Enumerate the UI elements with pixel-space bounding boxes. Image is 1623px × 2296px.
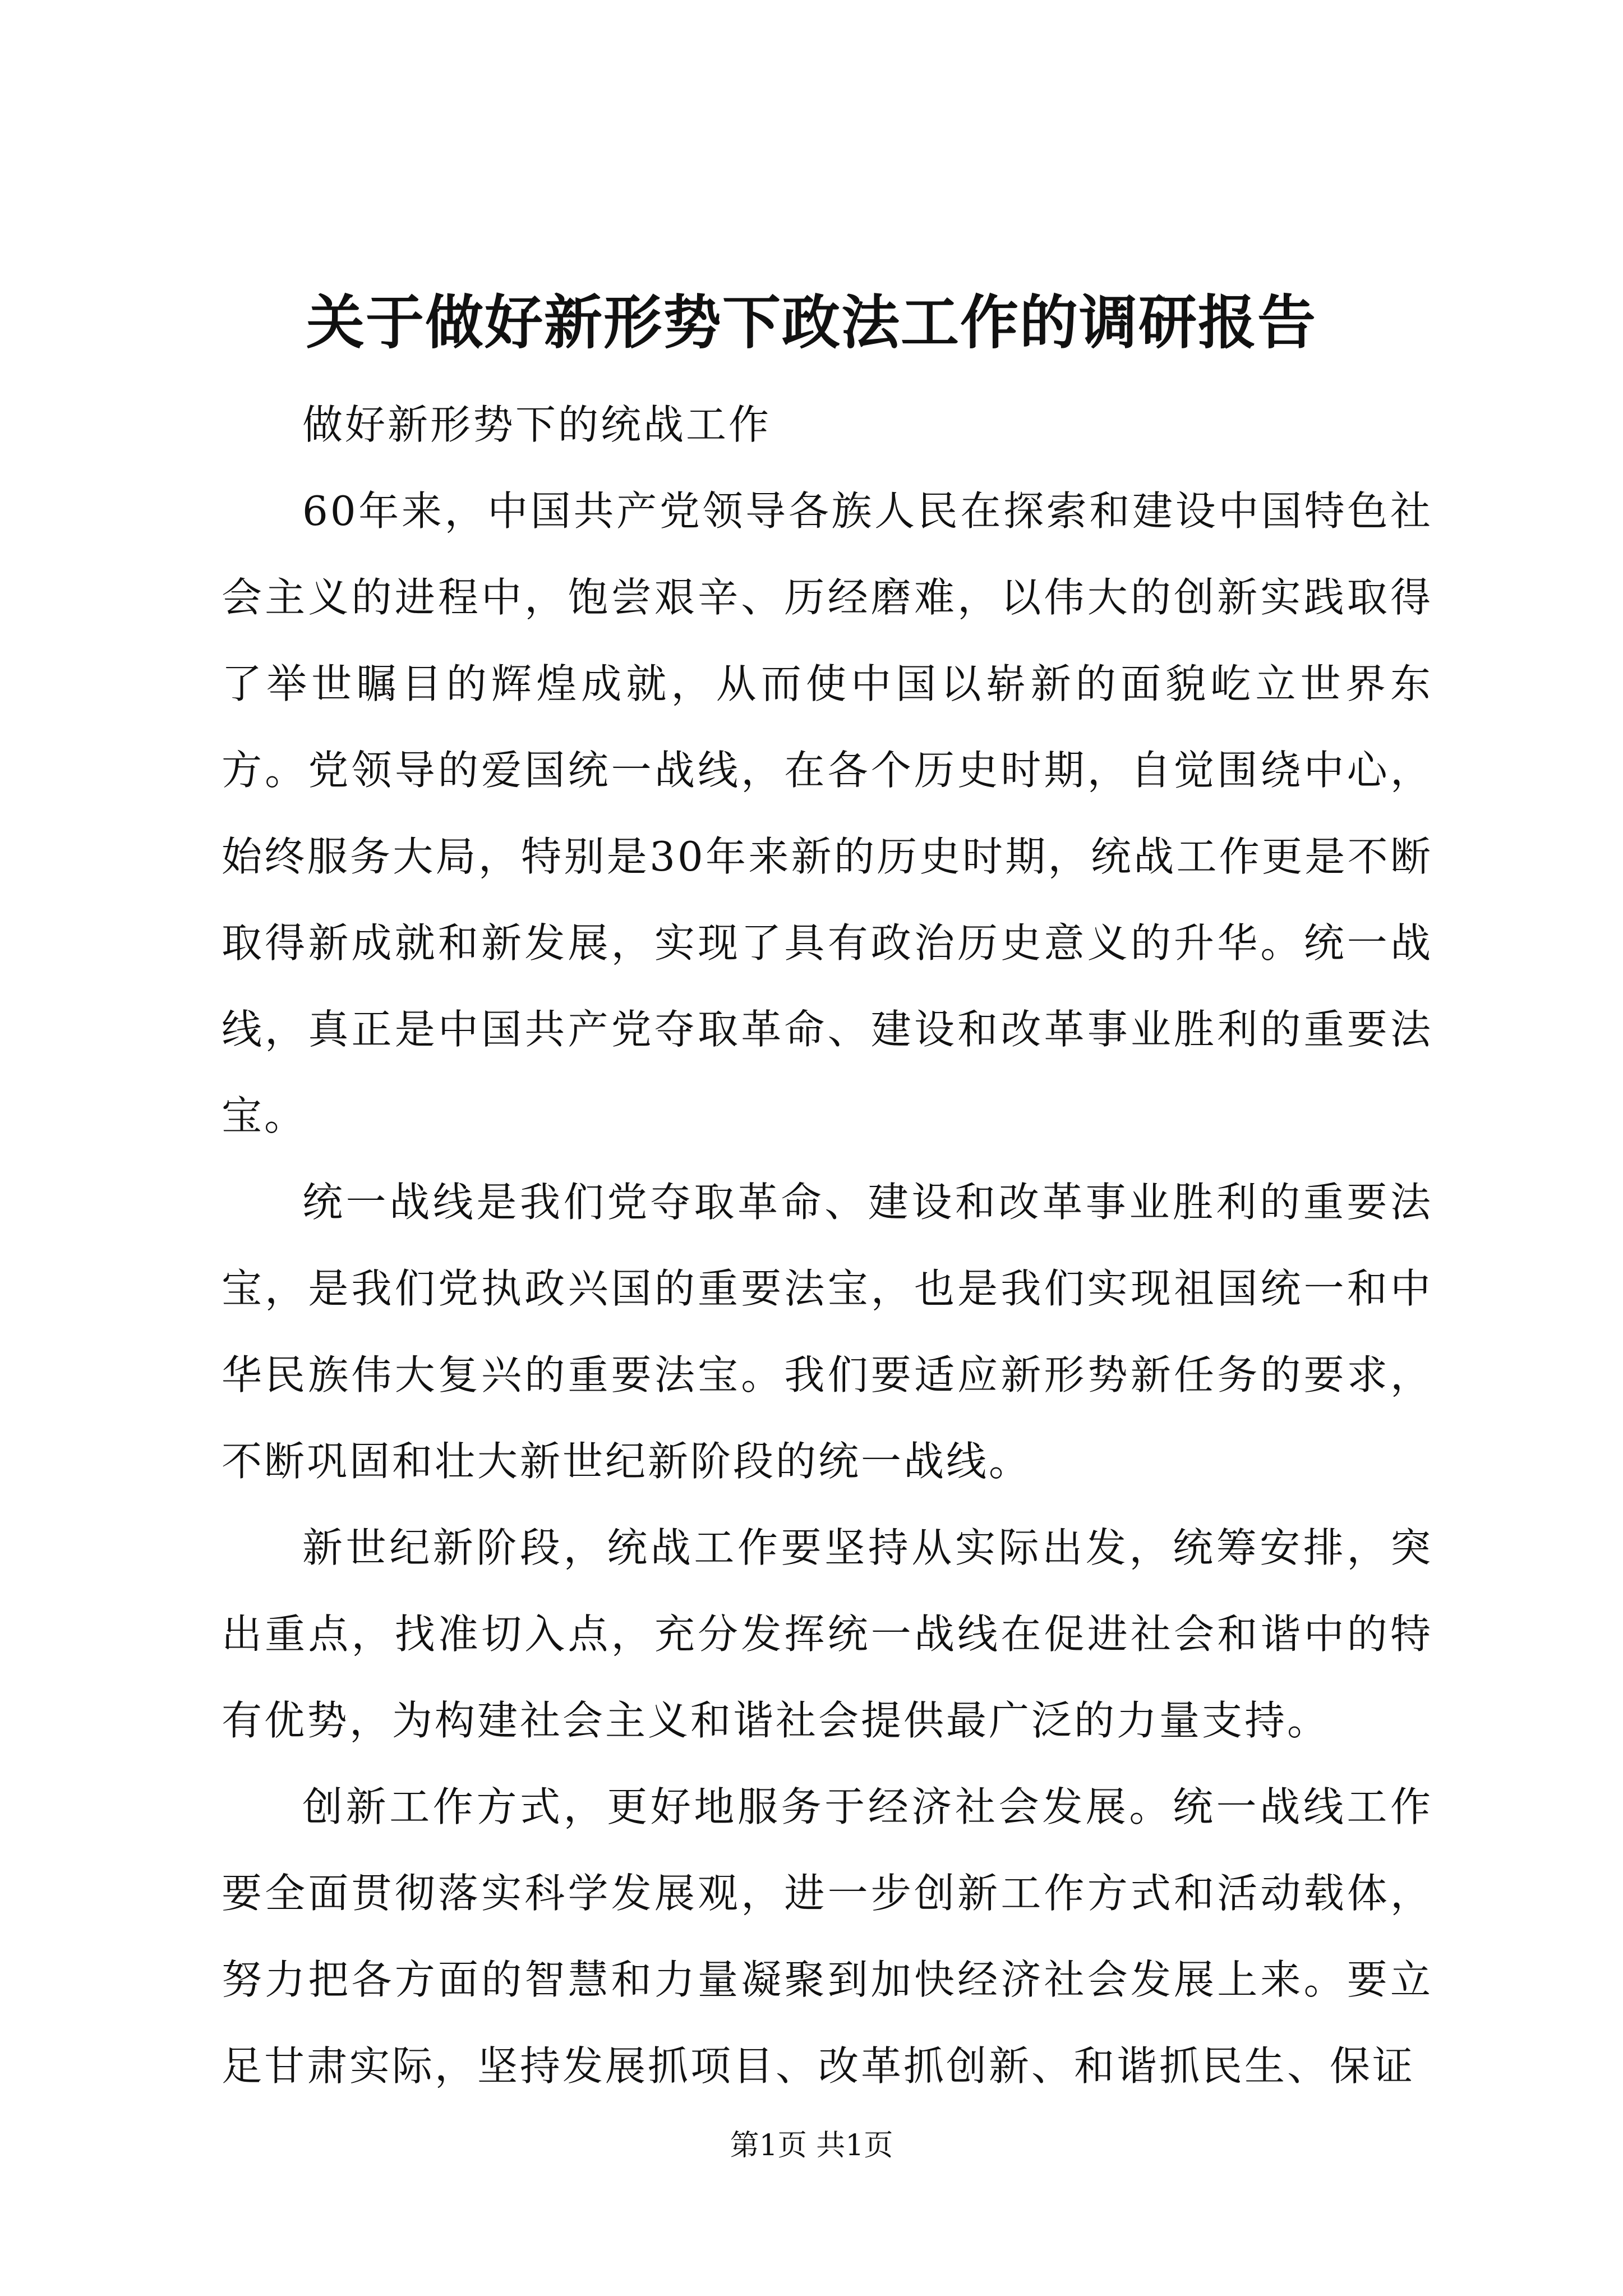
document-title: 关于做好新形势下政法工作的调研报告 [306,288,1317,357]
document-body [222,381,1433,2109]
paragraph-2: 统一战线是我们党夺取革命、建设和改革事业胜利的重要法宝，是我们党执政兴国的重要法宝，也是我们实现祖国统一和中华民族伟大复兴的重要法宝。我们要适应新形势新任务的要求，不断巩固和壮大新世纪新阶段的统一战线。 [222,1179,1433,1485]
paragraph-3: 新世纪新阶段，统战工作要坚持从实际出发，统筹安排，突出重点，找准切入点，充分发挥统一战线在促进社会和谐中的特有优势，为构建社会主义和谐社会提供最广泛的力量支持。 [222,1524,1433,1744]
paragraph-1: 60年来，中国共产党领导各族人民在探索和建设中国特色社会主义的进程中，饱尝艰辛、历经磨难，以伟大的创新实践取得了举世瞩目的辉煌成就，从而使中国以崭新的面貌屹立世界东方。党领导的爱国统一战线，在各个历史时期，自觉围绕中心，始终服务大局，特别是30年来新的历史时期，统战工作更是不断取得新成就和新发展，实现了具有政治历史意义的升华。统一战线，真正是中国共产党夺取革命、建设和改革事业胜利的重要法宝。 [222,487,1433,1139]
paragraph-4: 创新工作方式，更好地服务于经济社会发展。统一战线工作要全面贯彻落实科学发展观，进一步创新工作方式和活动载体，努力把各方面的智慧和力量凝聚到加快经济社会发展上来。要立足甘肃实际，坚持发展抓项目、改革抓创新、和谐抓民生、保证 [222,1783,1433,2090]
page-number-footer: 第1页 共1页 [730,2129,893,2162]
document-subtitle: 做好新形势下的统战工作 [302,401,772,448]
